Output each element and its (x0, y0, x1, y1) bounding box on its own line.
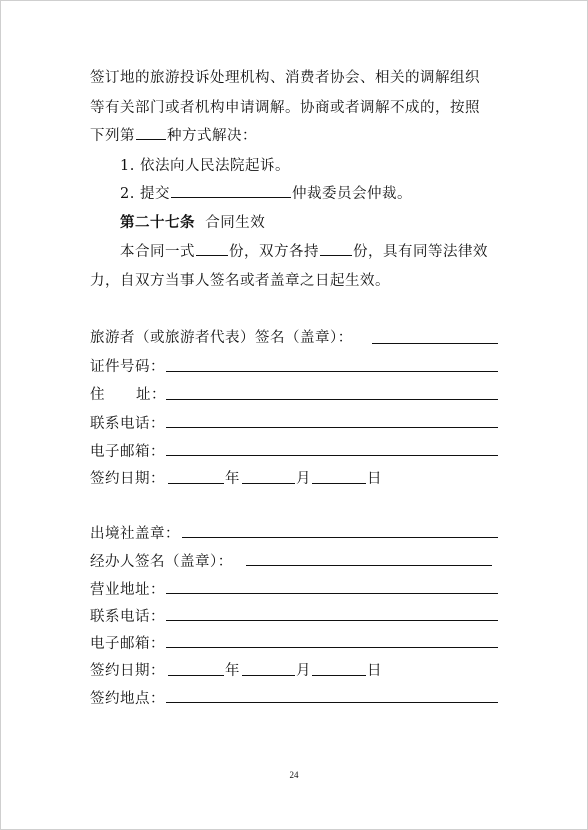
tourist-month-field[interactable] (242, 483, 295, 484)
paragraph-line: 等有关部门或者机构申请调解。协商或者调解不成的，按照 (90, 100, 480, 116)
agency-phone-field[interactable] (166, 620, 498, 621)
agency-seal-field[interactable] (182, 537, 498, 538)
option-litigation: 1. 依法向人民法院起诉。 (120, 158, 290, 174)
signing-place-label: 签约地点： (90, 691, 165, 707)
signing-place-field[interactable] (166, 702, 498, 703)
text-fragment: 本合同一式 (120, 244, 195, 260)
tourist-day-label: 日 (367, 471, 382, 487)
tourist-phone-field[interactable] (166, 427, 498, 428)
copies-each-blank[interactable] (320, 241, 352, 256)
tourist-date-label: 签约日期： (90, 471, 165, 487)
arbitration-committee-blank[interactable] (171, 183, 291, 198)
business-address-field[interactable] (166, 593, 498, 594)
text-fragment: 份，具有同等法律效 (353, 244, 488, 260)
article-number: 第二十七条 (120, 214, 195, 231)
tourist-address-label-1: 住 (90, 387, 105, 403)
agency-date-label: 签约日期： (90, 663, 165, 679)
paragraph-line (90, 124, 257, 145)
tourist-signature-label: 旅游者（或旅游者代表）签名（盖章）： (90, 330, 353, 346)
agency-month-label: 月 (296, 663, 311, 679)
article-title: 合同生效 (205, 215, 266, 231)
tourist-signature-field[interactable] (372, 343, 498, 344)
text-fragment: 仲裁委员会仲裁。 (291, 186, 412, 202)
tourist-phone-label: 联系电话： (90, 416, 165, 432)
tourist-email-label: 电子邮箱： (90, 444, 165, 460)
tourist-address-label-2: 址： (136, 387, 166, 403)
text-fragment: 份，双方各持 (229, 244, 319, 260)
method-number-blank[interactable] (136, 125, 166, 140)
agent-signature-label: 经办人签名（盖章）： (90, 554, 233, 570)
copies-total-blank[interactable] (196, 241, 228, 256)
agency-year-field[interactable] (168, 675, 224, 676)
agency-phone-label: 联系电话： (90, 609, 165, 625)
tourist-year-field[interactable] (168, 483, 224, 484)
tourist-day-field[interactable] (312, 483, 366, 484)
paragraph-line: 签订地的旅游投诉处理机构、消费者协会、相关的调解组织 (90, 70, 480, 86)
agency-email-label: 电子邮箱： (90, 636, 165, 652)
text-fragment: 种方式解决： (167, 128, 257, 144)
tourist-id-field[interactable] (166, 371, 498, 372)
option-arbitration (120, 182, 412, 203)
paragraph-line: 力，自双方当事人签名或者盖章之日起生效。 (90, 273, 390, 289)
text-fragment: 2. 提交 (120, 186, 170, 202)
page-number: 24 (289, 770, 299, 780)
tourist-address-field[interactable] (166, 399, 498, 400)
agency-day-field[interactable] (312, 675, 366, 676)
tourist-year-label: 年 (225, 471, 240, 487)
tourist-month-label: 月 (296, 471, 311, 487)
agent-signature-field[interactable] (246, 565, 492, 566)
tourist-email-field[interactable] (166, 455, 498, 456)
tourist-id-label: 证件号码： (90, 359, 165, 375)
agency-year-label: 年 (225, 663, 240, 679)
text-fragment: 下列第 (90, 128, 135, 144)
paragraph-line (120, 240, 488, 261)
agency-email-field[interactable] (166, 647, 498, 648)
agency-seal-label: 出境社盖章： (90, 526, 180, 542)
agency-day-label: 日 (367, 663, 382, 679)
article-heading (120, 211, 265, 232)
agency-month-field[interactable] (242, 675, 295, 676)
business-address-label: 营业地址： (90, 582, 165, 598)
